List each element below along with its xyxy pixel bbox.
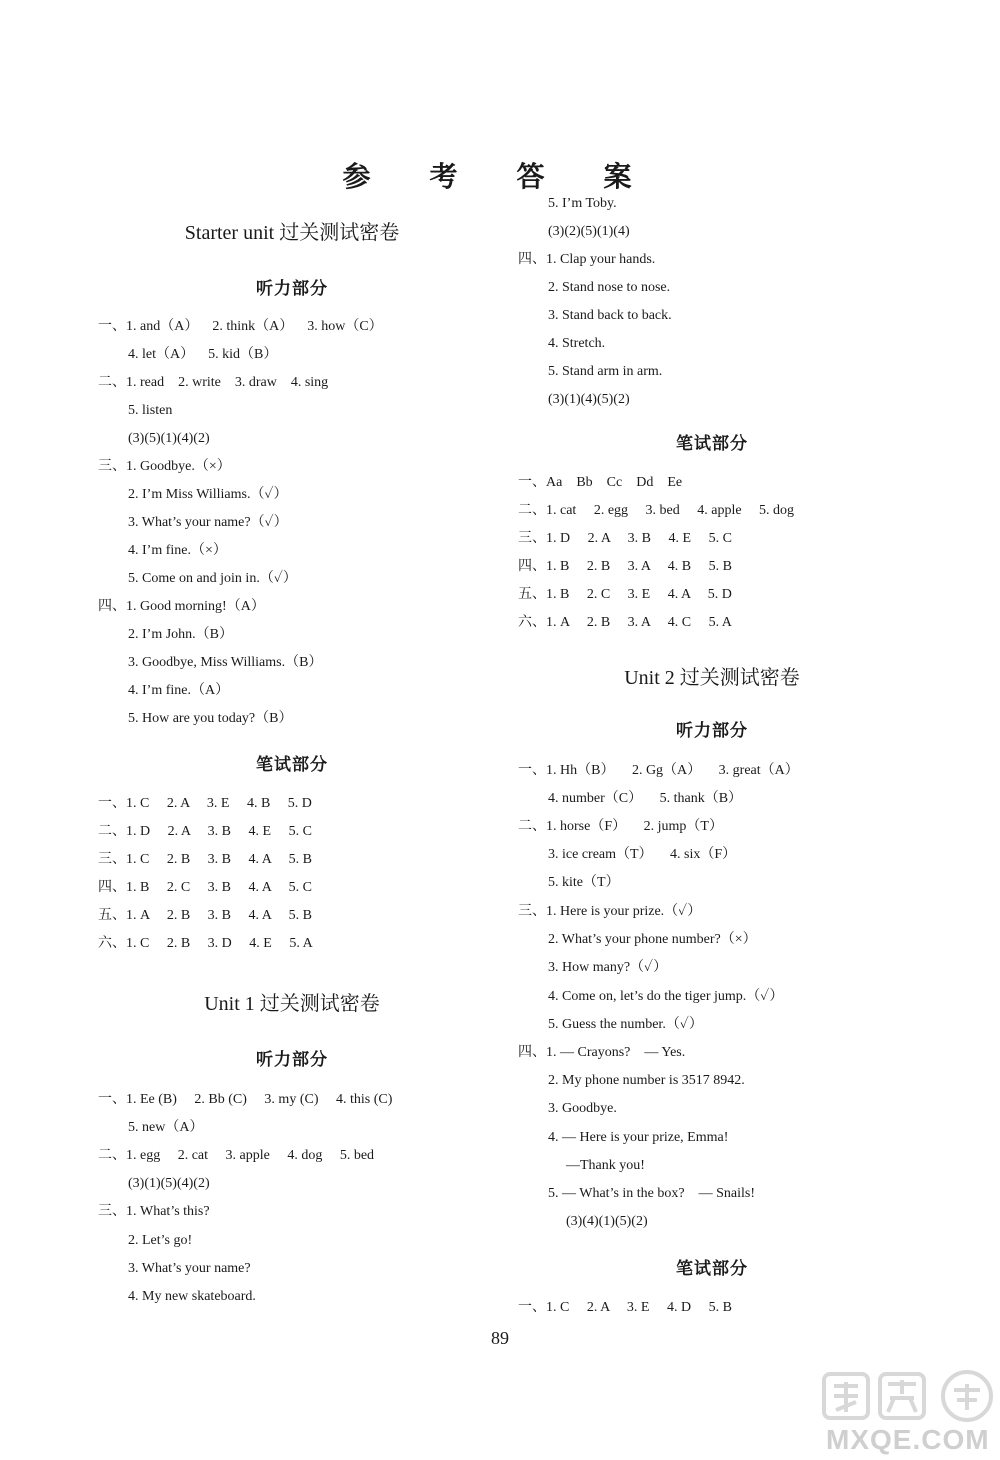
unit1-written-heading: 笔试部分	[676, 434, 748, 453]
answer-line: 四、1. Clap your hands.	[518, 252, 656, 267]
answer-line: 4. I’m fine.（×）	[128, 543, 227, 558]
answer-line: 一、1. Ee (B) 2. Bb (C) 3. my (C) 4. this (C)	[98, 1092, 393, 1107]
answer-line: 四、1. B 2. B 3. A 4. B 5. B	[518, 559, 732, 574]
answer-line: 二、1. horse（F） 2. jump（T）	[518, 819, 723, 834]
answer-line: 一、1. C 2. A 3. E 4. D 5. B	[518, 1300, 732, 1315]
answer-line: 5. — What’s in the box? — Snails!	[548, 1186, 755, 1201]
answer-line: 2. I’m Miss Williams.（✓）	[128, 487, 288, 502]
answer-line: 2. Stand nose to nose.	[548, 280, 671, 295]
answer-line: 5. I’m Toby.	[548, 196, 617, 211]
answer-line: (3)(4)(1)(5)(2)	[566, 1214, 648, 1229]
answer-line: 三、1. Goodbye.（×）	[98, 459, 231, 474]
answer-line: 一、1. and（A） 2. think（A） 3. how（C）	[98, 319, 383, 334]
answer-line: 2. Let’s go!	[128, 1233, 193, 1248]
answer-line: 4. I’m fine.（A）	[128, 683, 230, 698]
answer-line: 3. Goodbye, Miss Williams.（B）	[128, 655, 323, 670]
answer-line: 三、1. What’s this?	[98, 1204, 210, 1219]
answer-line: 4. — Here is your prize, Emma!	[548, 1130, 729, 1145]
answer-line: 二、1. cat 2. egg 3. bed 4. apple 5. dog	[518, 503, 795, 518]
answer-line: 一、1. Hh（B） 2. Gg（A） 3. great（A）	[518, 763, 799, 778]
answer-line: 六、1. C 2. B 3. D 4. E 5. A	[98, 936, 313, 951]
answer-line: 3. What’s your name?（✓）	[128, 515, 288, 530]
answer-line: 五、1. B 2. C 3. E 4. A 5. D	[518, 587, 732, 602]
starter-listening-heading: 听力部分	[256, 279, 328, 298]
answer-line: (3)(5)(1)(4)(2)	[128, 431, 210, 446]
answer-line: 5. Come on and join in.（✓）	[128, 571, 297, 586]
answer-line: 5. How are you today?（B）	[128, 711, 293, 726]
answer-line: 4. My new skateboard.	[128, 1289, 256, 1304]
answer-line: 4. let（A） 5. kid（B）	[128, 347, 278, 362]
answer-line: 5. Stand arm in arm.	[548, 364, 663, 379]
unit1-listening-heading: 听力部分	[256, 1050, 328, 1069]
answer-line: 二、1. read 2. write 3. draw 4. sing	[98, 375, 329, 390]
answer-line: 4. Come on, let’s do the tiger jump.（✓）	[548, 989, 784, 1004]
answer-line: 五、1. A 2. B 3. B 4. A 5. B	[98, 908, 312, 923]
page-title: 参 考 答 案	[342, 162, 658, 193]
answer-line: 一、Aa Bb Cc Dd Ee	[518, 475, 683, 490]
answer-line: (3)(2)(5)(1)(4)	[548, 224, 630, 239]
watermark-site: MXQE.COM	[826, 1424, 990, 1455]
answer-line: 四、1. B 2. C 3. B 4. A 5. C	[98, 880, 312, 895]
unit2-title: Unit 2 过关测试密卷	[624, 667, 800, 689]
answer-line: 3. How many?（✓）	[548, 960, 668, 975]
answer-line: 一、1. C 2. A 3. E 4. B 5. D	[98, 796, 312, 811]
answer-line: 二、1. D 2. A 3. B 4. E 5. C	[98, 824, 312, 839]
answer-line: 3. Stand back to back.	[548, 308, 672, 323]
answer-line: 3. What’s your name?	[128, 1261, 251, 1276]
answer-line: 四、1. — Crayons? — Yes.	[518, 1045, 686, 1060]
answer-line: 5. listen	[128, 403, 173, 418]
answer-line: 四、1. Good morning!（A）	[98, 599, 265, 614]
answer-line: 三、1. Here is your prize.（✓）	[518, 904, 702, 919]
page-number: 89	[491, 1328, 509, 1348]
answer-line: 三、1. D 2. A 3. B 4. E 5. C	[518, 531, 732, 546]
answer-line: 5. Guess the number.（✓）	[548, 1017, 703, 1032]
unit2-listening-heading: 听力部分	[676, 721, 748, 740]
starter-unit-title: Starter unit 过关测试密卷	[184, 222, 400, 244]
answer-line: 2. What’s your phone number?（×）	[548, 932, 757, 947]
answer-line: 3. Goodbye.	[548, 1101, 617, 1116]
answer-line: (3)(1)(4)(5)(2)	[548, 392, 630, 407]
answer-line: 4. Stretch.	[548, 336, 606, 351]
answer-line: 4. number（C） 5. thank（B）	[548, 791, 743, 806]
answer-line: 三、1. C 2. B 3. B 4. A 5. B	[98, 852, 312, 867]
answer-line: 二、1. egg 2. cat 3. apple 4. dog 5. bed	[98, 1148, 375, 1163]
answer-line: (3)(1)(5)(4)(2)	[128, 1176, 210, 1191]
answer-line: 5. new（A）	[128, 1120, 204, 1135]
watermark-logo-icon	[822, 1368, 1000, 1422]
answer-line: 3. ice cream（T） 4. six（F）	[548, 847, 737, 862]
answer-line: —Thank you!	[566, 1158, 645, 1173]
answer-line: 六、1. A 2. B 3. A 4. C 5. A	[518, 615, 732, 630]
answer-line: 2. I’m John.（B）	[128, 627, 233, 642]
starter-written-heading: 笔试部分	[256, 755, 328, 774]
unit2-written-heading: 笔试部分	[676, 1259, 748, 1278]
watermark	[822, 1368, 1000, 1460]
unit1-title: Unit 1 过关测试密卷	[204, 993, 380, 1015]
answer-line: 5. kite（T）	[548, 875, 620, 890]
answer-line: 2. My phone number is 3517 8942.	[548, 1073, 745, 1088]
